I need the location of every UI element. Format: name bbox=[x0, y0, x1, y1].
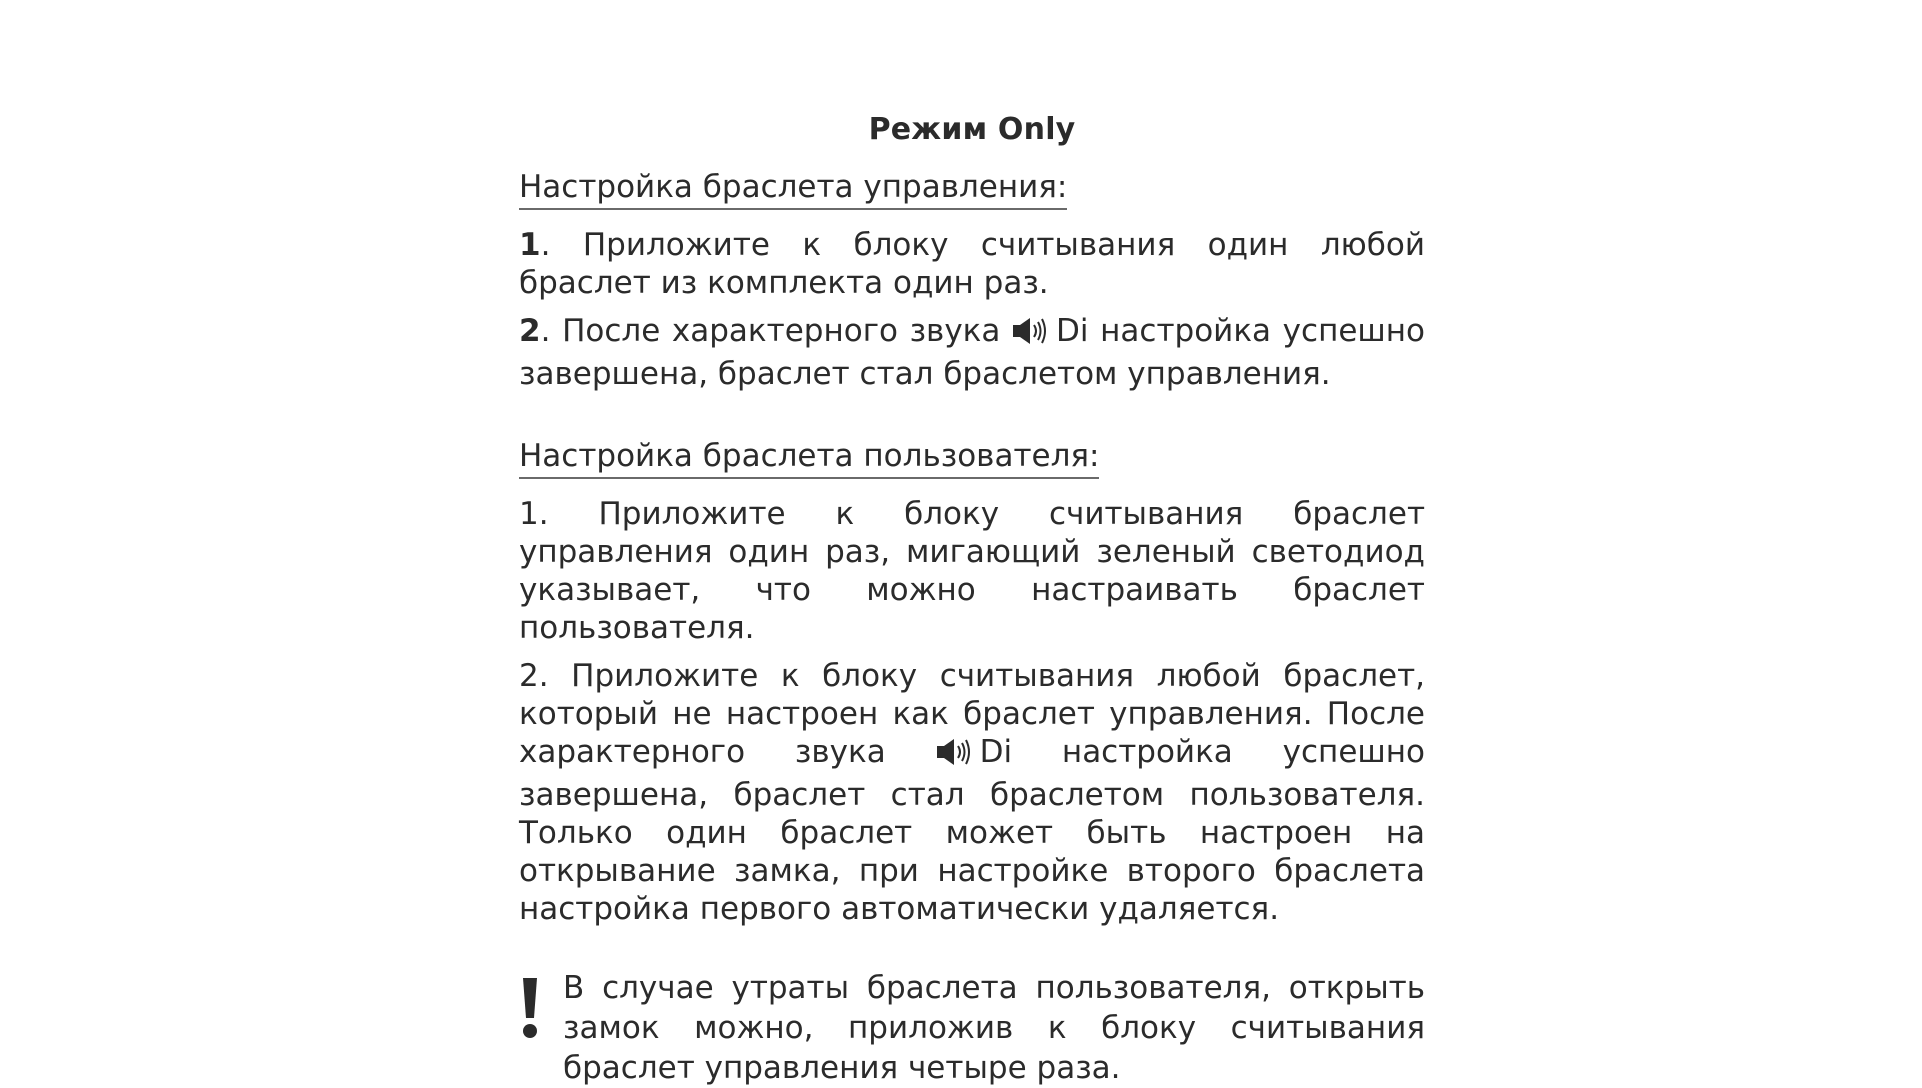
sound-label: Di bbox=[979, 734, 1013, 770]
step-number: 2 bbox=[519, 313, 541, 349]
step-text-after: настройка успешно завершена, браслет стал браслетом пользователя. Только один браслет может быть настроен на открывание замка, при настройке второго браслета настройка первого автоматически удаляется. bbox=[519, 734, 1425, 927]
section-heading-user: Настройка браслета пользователя: bbox=[519, 437, 1099, 479]
section-control-bracelet bbox=[519, 168, 1425, 393]
step-text-before: . После характерного звука bbox=[540, 313, 1001, 349]
exclamation-icon bbox=[519, 968, 563, 1044]
page-title: Режим Only bbox=[868, 112, 1076, 147]
warning-note bbox=[519, 968, 1425, 1088]
manual-page bbox=[519, 110, 1425, 1088]
step-text-after: настройка успешно завершена, браслет стал браслетом управления. bbox=[519, 313, 1426, 392]
step-text: . Приложите к блоку считывания один любой браслет из комплекта один раз. bbox=[519, 227, 1425, 301]
step-1-user: 1. Приложите к блоку считывания браслет управления один раз, мигающий зеленый светодиод указывает, что можно настраивать браслет пользователя. bbox=[519, 496, 1425, 646]
section-heading-control: Настройка браслета управления: bbox=[519, 168, 1067, 210]
note-text: В случае утраты браслета пользователя, открыть замок можно, приложив к блоку считывания браслет управления четыре раза. bbox=[563, 970, 1425, 1086]
step-2-control bbox=[519, 312, 1425, 393]
section-user-bracelet bbox=[519, 437, 1425, 928]
step-2-user bbox=[519, 657, 1425, 928]
speaker-sound-icon bbox=[1012, 316, 1054, 355]
step-text-before: 2. Приложите к блоку считывания любой браслет, который не настроен как браслет управления. После характерного звука bbox=[519, 658, 1425, 770]
step-1-control bbox=[519, 226, 1425, 302]
sound-label: Di bbox=[1056, 313, 1089, 349]
step-number: 1 bbox=[519, 227, 541, 263]
speaker-sound-icon bbox=[936, 737, 978, 776]
